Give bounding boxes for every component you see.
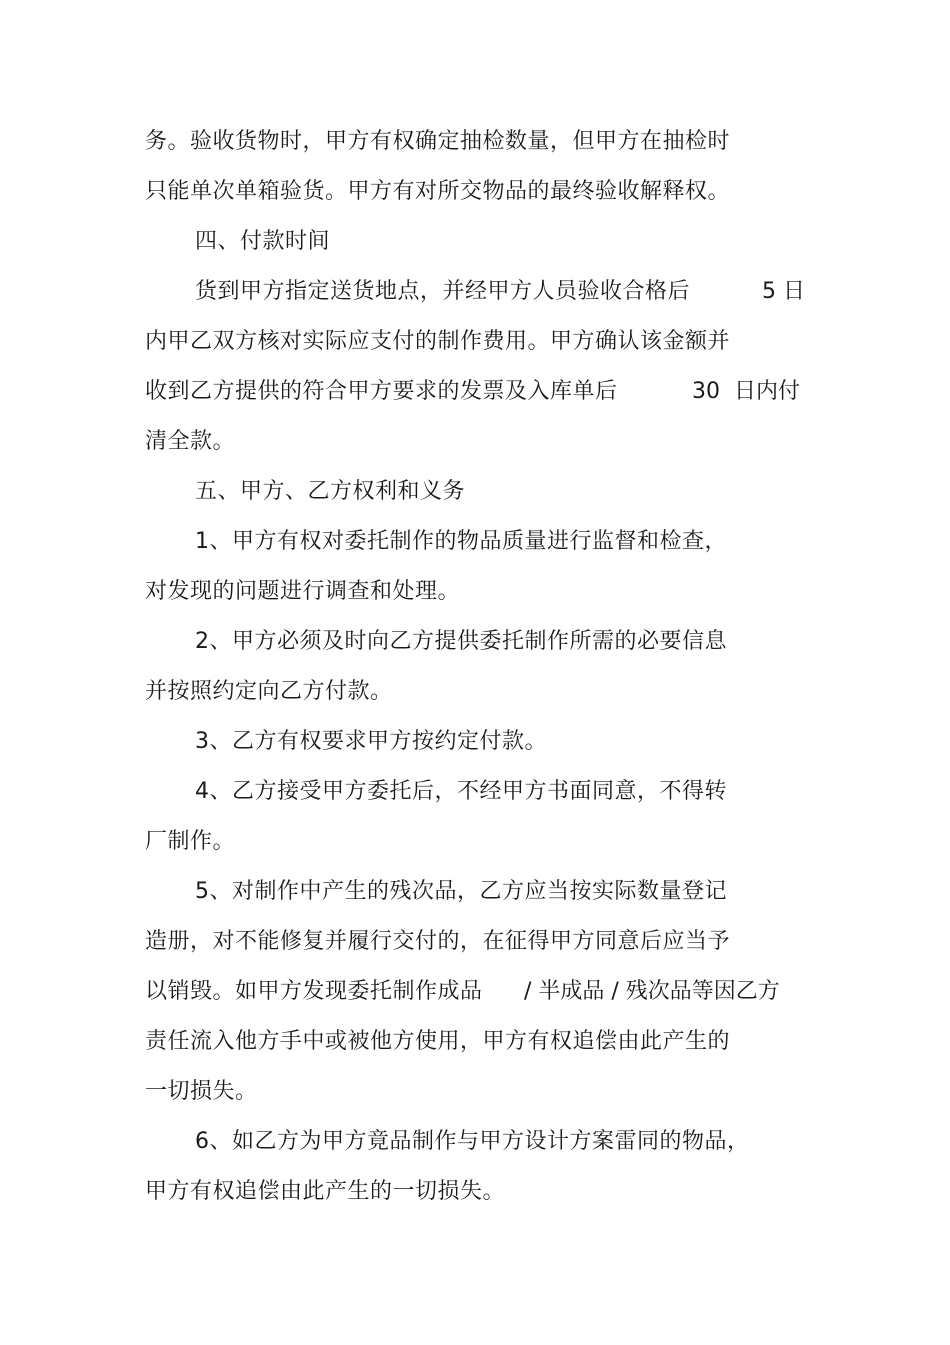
clause-4-line-1: 4、乙方接受甲方委托后，不经甲方书面同意，不得转 [195, 779, 727, 804]
paragraph-line-1: 务。验收货物时，甲方有权确定抽检数量，但甲方在抽检时 [145, 129, 731, 154]
clause-5-line-3: 以销毁。如甲方发现委托制作成品 [145, 979, 483, 1004]
paragraph-line-2: 只能单次单箱验货。甲方有对所交物品的最终验收解释权。 [145, 179, 731, 204]
clause-1-line-1: 1、甲方有权对委托制作的物品质量进行监督和检查， [195, 529, 727, 554]
paragraph-line-6-days: 30 日内付 [692, 379, 800, 404]
clause-2-line-1: 2、甲方必须及时向乙方提供委托制作所需的必要信息 [195, 629, 727, 654]
clause-5-line-5: 一切损失。 [145, 1079, 258, 1104]
clause-4-line-2: 厂制作。 [145, 829, 236, 854]
clause-3-line-1: 3、乙方有权要求甲方按约定付款。 [195, 729, 547, 754]
clause-6-line-1: 6、如乙方为甲方竟品制作与甲方设计方案雷同的物品， [195, 1129, 750, 1154]
clause-5-line-4: 责任流入他方手中或被他方使用，甲方有权追偿由此产生的 [145, 1029, 731, 1054]
paragraph-line-4-days: 5 日 [762, 279, 805, 304]
clause-5-line-1: 5、对制作中产生的残次品，乙方应当按实际数量登记 [195, 879, 727, 904]
clause-2-line-2: 并按照约定向乙方付款。 [145, 679, 393, 704]
paragraph-line-4: 货到甲方指定送货地点，并经甲方人员验收合格后 [195, 279, 691, 304]
clause-5-line-2: 造册，对不能修复并履行交付的，在征得甲方同意后应当予 [145, 929, 731, 954]
clause-5-line-3-cont: / 半成品 / 残次品等因乙方 [524, 979, 780, 1004]
paragraph-line-7: 清全款。 [145, 429, 236, 454]
section-heading-rights-obligations: 五、甲方、乙方权利和义务 [195, 479, 466, 504]
clause-1-line-2: 对发现的问题进行调查和处理。 [145, 579, 461, 604]
paragraph-line-5: 内甲乙双方核对实际应支付的制作费用。甲方确认该金额并 [145, 329, 731, 354]
section-heading-payment-time: 四、付款时间 [195, 229, 331, 254]
paragraph-line-6: 收到乙方提供的符合甲方要求的发票及入库单后 [145, 379, 618, 404]
clause-6-line-2: 甲方有权追偿由此产生的一切损失。 [145, 1179, 506, 1204]
